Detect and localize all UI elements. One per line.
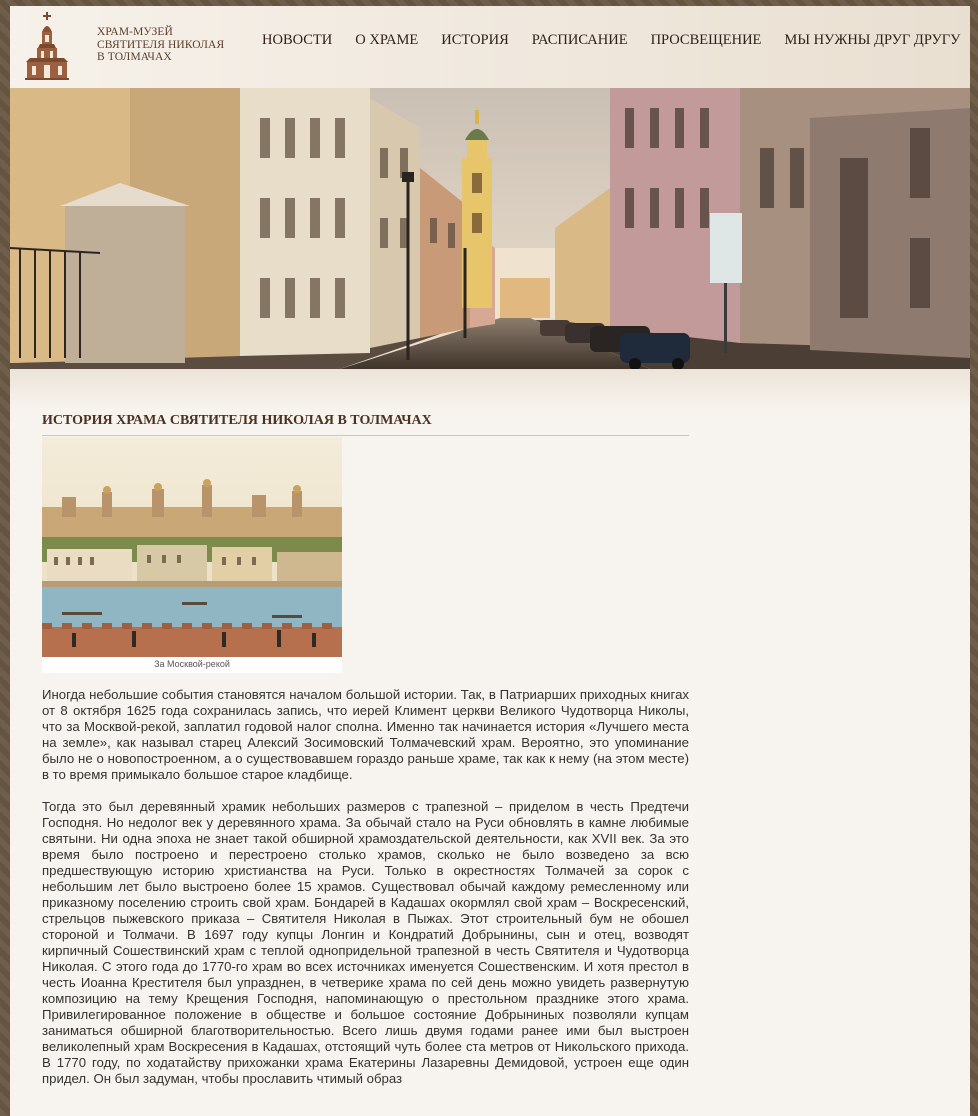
site-header — [10, 6, 970, 88]
hero-street-photo — [10, 88, 970, 369]
church-logo[interactable] — [24, 10, 74, 82]
nav-schedule[interactable]: РАСПИСАНИЕ — [531, 32, 628, 48]
nav-about-church[interactable]: О ХРАМЕ — [355, 32, 419, 48]
nav-education[interactable]: ПРОСВЕЩЕНИЕ — [650, 32, 762, 48]
site-name[interactable] — [97, 26, 247, 64]
figure-caption: За Москвой-рекой — [154, 659, 230, 669]
article-figure — [42, 437, 342, 673]
site-name-line-2: СВЯТИТЕЛЯ НИКОЛАЯ — [97, 38, 225, 51]
page — [10, 6, 970, 1116]
site-name-line-3: В ТОЛМАЧАХ — [97, 51, 172, 63]
article-paragraph: Тогда это был деревянный храмик небольших размеров с трапезной – приделом в честь Предтечи Господня. Но недолог век у деревянного храма. За обычай стало на Руси обновлять в камне любимые святыни. Ни одна эпоха не знает такой обширной храмоздательской деятельности, как XVII век. За это время было построено и перестроено столько храмов, сколько не было возведено за всю предшествующую историю христианства на Руси. Только в окрестностях Толмачей за сорок с небольшим лет было выстроено более 15 храмов. Существовал обычай каждому ремесленному или приказному поселению строить свой храм. Бондарей в Кадашах окормлял свой храм – Воскресенский, стрельцов пыжевского приказа – Святителя Николая в Пыжах. Этот строительный бум не обошел стороной и Толмачи. В 1697 году купцы Лонгин и Кондратий Добрынины, сын и отец, возводят кирпичный Сошествинский храм с теплой однопридельной трапезной в честь Святителя и Чудотворца Николая. С этого года до 1770-го храм во всех источниках именуется Сошественским. И хотя престол в честь Иоанна Крестителя был упразднен, в четверике храма по сей день можно увидеть развернутую композицию на тему Крещения Господня, напоминающую о престольном празднике этого храма. Привилегированное положение в обществе и большое состояние Добрыниных позволяли купцам заниматься обширной благотворительностью. Всего лишь двумя годами ранее ими был выстроен великолепный храм Воскресения в Кадашах, отстоящий чуть более ста метров от Никольского прихода. В 1770 году, по ходатайству прихожанки храма Екатерины Лазаревны Демидовой, устроен еще один придел. Он был задуман, чтобы прославить чтимый образ — [42, 799, 689, 1086]
site-name-line-1: ХРАМ-МУЗЕЙ — [97, 26, 173, 38]
main-content — [10, 369, 970, 1116]
nav-history[interactable]: ИСТОРИЯ — [441, 32, 509, 48]
article-body — [42, 687, 689, 1103]
nav-need-each-other[interactable]: МЫ НУЖНЫ ДРУГ ДРУГУ — [784, 32, 961, 48]
article-paragraph: Иногда небольшие события становятся началом большой истории. Так, в Патриарших приходных книгах от 8 октября 1625 года сохранилась запись, что иерей Климент церкви Великого Чудотворца Николы, что за Москвой-рекой, заплатил годовой налог сполна. Именно так начинается история «Лучшего места на земле», как называл старец Алексий Зосимовский Толмачевский храм. Вероятно, это упоминание было не о новопостроенном, а о существовавшем гораздо раньше храме, так как к нему (на этом месте) в то время примыкало большое старое кладбище. — [42, 687, 689, 782]
nav-news[interactable]: НОВОСТИ — [262, 32, 333, 48]
moscow-river-painting[interactable] — [42, 437, 342, 657]
main-nav — [262, 32, 960, 49]
page-title: ИСТОРИЯ ХРАМА СВЯТИТЕЛЯ НИКОЛАЯ В ТОЛМАЧАХ — [42, 413, 689, 436]
